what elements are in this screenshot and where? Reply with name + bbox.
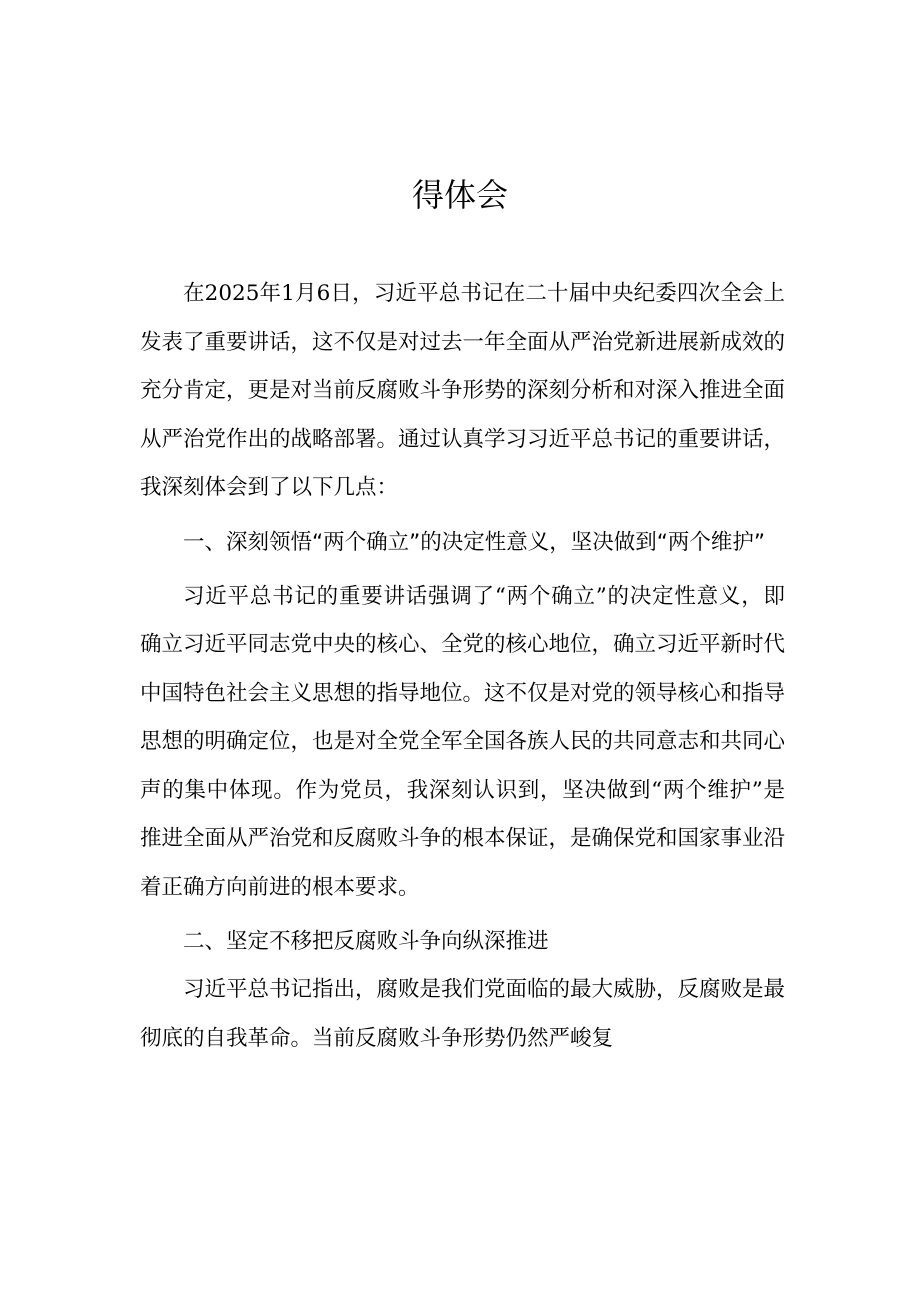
section-body-2: 习近平总书记指出，腐败是我们党面临的最大威胁，反腐败是最彻底的自我革命。当前反腐败斗争形势仍然严峻复 (140, 977, 786, 1051)
document-body (140, 270, 785, 1063)
document-title: 得体会 (411, 176, 508, 214)
section-heading-1: 一、深刻领悟“两个确立”的决定性意义，坚决做到“两个维护” (183, 529, 766, 555)
section-heading-2: 二、坚定不移把反腐败斗争向纵深推进 (183, 929, 549, 954)
section-body-1: 习近平总书记的重要讲话强调了“两个确立”的决定性意义，即确立习近平同志党中央的核心、全党的核心地位，确立习近平新时代中国特色社会主义思想的指导地位。这不仅是对党的领导核心和指导思想的明确定位，也是对全党全军全国各族人民的共同意志和共同心声的集中体现。作为党员，我深刻认识到，坚决做到“两个维护”是推进全面从严治党和反腐败斗争的根本保证，是确保党和国家事业沿着正确方向前进的根本要求。 (140, 583, 786, 900)
intro-paragraph: 在2025年1月6日，习近平总书记在二十届中央纪委四次全会上发表了重要讲话，这不仅是对过去一年全面从严治党新进展新成效的充分肯定，更是对当前反腐败斗争形势的深刻分析和对深入推进全面从严治党作出的战略部署。通过认真学习习近平总书记的重要讲话，我深刻体会到了以下几点： (140, 281, 786, 500)
